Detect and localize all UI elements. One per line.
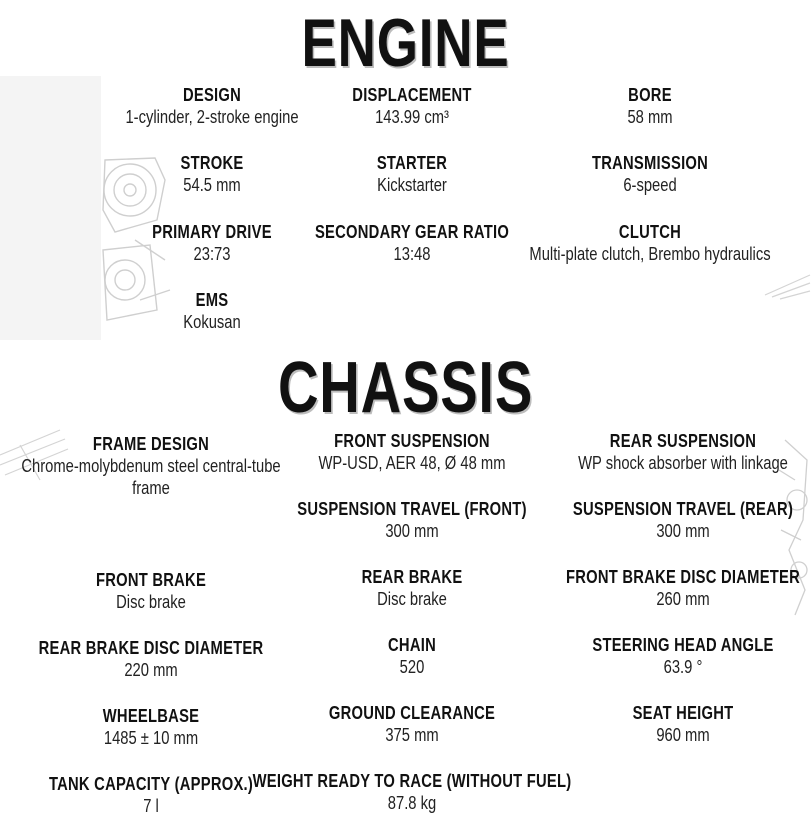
spec-front-brake — [96, 569, 206, 613]
spec-label: DESIGN — [182, 85, 242, 105]
spec-label: BORE — [628, 85, 672, 105]
spec-value: 143.99 cm³ — [375, 107, 449, 127]
chassis-section-title: CHASSIS — [277, 348, 534, 428]
spec-ems — [183, 289, 240, 333]
spec-value: Chrome-molybdenum steel central-tube frame — [21, 456, 281, 498]
spec-value: 1-cylinder, 2-stroke engine — [125, 107, 299, 127]
spec-ground-clearance — [329, 702, 495, 746]
spec-value: Disc brake — [116, 592, 186, 612]
spec-value: 300 mm — [656, 521, 710, 541]
spec-label: STROKE — [180, 153, 244, 173]
engine-section-title: ENGINE — [301, 5, 510, 81]
spec-value: 1485 ± 10 mm — [103, 728, 199, 748]
spec-rear-brake — [362, 566, 463, 610]
spec-label: DISPLACEMENT — [352, 85, 472, 105]
spec-label: CHAIN — [388, 635, 436, 655]
spec-seat-height — [633, 702, 734, 746]
spec-value: 63.9 ° — [663, 657, 703, 677]
spec-label: FRONT BRAKE — [95, 570, 207, 590]
spec-label: REAR BRAKE DISC DIAMETER — [38, 638, 264, 658]
spec-label: TANK CAPACITY (APPROX.) — [48, 774, 254, 794]
spec-value: 300 mm — [385, 521, 439, 541]
spec-rear-brake-disc-diameter — [39, 637, 264, 681]
spec-stroke — [181, 152, 244, 196]
spec-tank-capacity — [49, 773, 253, 817]
spec-value: Kokusan — [183, 312, 241, 332]
spec-value: 6-speed — [623, 175, 677, 195]
spec-label: REAR BRAKE — [361, 567, 463, 587]
spec-secondary-gear-ratio — [315, 221, 509, 265]
spec-label: WEIGHT READY TO RACE (WITHOUT FUEL) — [252, 771, 572, 791]
spec-value: 960 mm — [656, 725, 710, 745]
spec-clutch — [529, 221, 770, 265]
spec-label: FRAME DESIGN — [92, 434, 210, 454]
engine-background-panel — [0, 76, 101, 340]
spec-displacement — [352, 84, 471, 128]
spec-value: 23:73 — [193, 244, 231, 264]
spec-value: 7 l — [143, 796, 159, 816]
spec-label: PRIMARY DRIVE — [152, 222, 272, 242]
spec-value: 220 mm — [124, 660, 178, 680]
spec-label: SEAT HEIGHT — [632, 703, 734, 723]
spec-label: SECONDARY GEAR RATIO — [314, 222, 510, 242]
spec-value: 375 mm — [385, 725, 439, 745]
spec-label: TRANSMISSION — [591, 153, 709, 173]
spec-value: WP shock absorber with linkage — [578, 453, 788, 473]
spec-starter — [377, 152, 447, 196]
spec-label: FRONT BRAKE DISC DIAMETER — [565, 567, 801, 587]
spec-value: WP-USD, AER 48, Ø 48 mm — [318, 453, 506, 473]
spec-value: Disc brake — [377, 589, 447, 609]
spec-value: Multi-plate clutch, Brembo hydraulics — [529, 244, 771, 264]
spec-design — [125, 84, 298, 128]
spec-label: WHEELBASE — [102, 706, 200, 726]
spec-label: SUSPENSION TRAVEL (FRONT) — [297, 499, 527, 519]
spec-value: 520 — [399, 657, 425, 677]
spec-suspension-travel-front — [297, 498, 526, 542]
spec-transmission — [592, 152, 708, 196]
spec-frame-design — [12, 433, 291, 499]
spec-label: STARTER — [376, 153, 448, 173]
spec-front-suspension — [318, 430, 505, 474]
spec-value: 54.5 mm — [183, 175, 241, 195]
spec-label: FRONT SUSPENSION — [334, 431, 490, 451]
spec-value: Kickstarter — [377, 175, 447, 195]
spec-label: STEERING HEAD ANGLE — [592, 635, 774, 655]
spec-value: 13:48 — [393, 244, 431, 264]
spec-rear-suspension — [578, 430, 788, 474]
spec-label: REAR SUSPENSION — [609, 431, 757, 451]
spec-suspension-travel-rear — [573, 498, 793, 542]
spec-value: 87.8 kg — [387, 793, 437, 813]
spec-value: 260 mm — [656, 589, 710, 609]
spec-value: 58 mm — [627, 107, 673, 127]
spec-front-brake-disc-diameter — [566, 566, 800, 610]
spec-label: SUSPENSION TRAVEL (REAR) — [572, 499, 794, 519]
spec-bore — [627, 84, 672, 128]
spec-label: EMS — [195, 290, 229, 310]
spec-weight-ready-to-race — [253, 770, 572, 814]
spec-steering-head-angle — [592, 634, 773, 678]
spec-wheelbase — [103, 705, 200, 749]
spec-primary-drive — [152, 221, 272, 265]
spec-label: GROUND CLEARANCE — [328, 703, 496, 723]
spec-label: CLUTCH — [618, 222, 682, 242]
spec-chain — [388, 634, 436, 678]
